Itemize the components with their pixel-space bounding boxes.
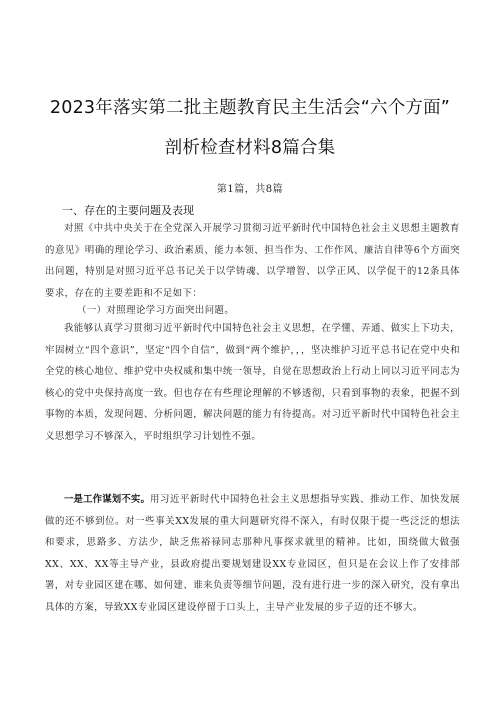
section-heading: 一、存在的主要问题及表现 — [62, 204, 194, 217]
document-title-line-2: 剖析检查材料8篇合集 — [164, 138, 336, 158]
paragraph-1 — [45, 218, 460, 304]
document-title-line-1: 2023年落实第二批主题教育民主生活会“六个方面” — [49, 98, 451, 118]
paragraph-3 — [45, 489, 460, 619]
paragraph-2 — [45, 318, 460, 448]
paragraph-1-text: 对照《中共中央关于在全党深入开展学习贯彻习近平新时代中国特色社会主义思想主题教育的意见》明确的理论学习、政治素质、能力本领、担当作为、工作作风、廉洁自律等6个方面突出问题，特别是对照习近平总书记关于以学铸魂、以学增智、以学正风、以学促干的12条具体要求，存在的主要差距和不足如下： — [45, 223, 460, 299]
paragraph-3-body: 用习近平新时代中国特色社会主义思想指导实践、推动工作、加快发展做的还不够到位。对一些事关XX发展的重大问题研究得不深入，有时仅限于提一些泛泛的想法和要求，思路多、方法少，缺乏焦裕禄同志那种凡事探求就里的精神。比如，围绕做大做强XX、XX、XX等主导产业，县政府提出要规划建设XX专业园区，但只是在会议上作了安排部署，对专业园区建在哪、如何建、谁来负责等细节问题，没有进行进一步的深入研究，没有拿出具体的方案，导致XX专业园区建设停留于口头上，主导产业发展的步子迈的还不够大。 — [45, 494, 460, 613]
paragraph-2-text: 我能够认真学习贯彻习近平新时代中国特色社会主义思想，在学懂、弄通、做实上下功夫，牢固树立“四个意识”，坚定“四个自信”，做到“两个维护，，，坚决维护习近平总书记在党中央和全党的核心地位、维护党中央权威和集中统一领导，自觉在思想政治上行动上同以习近平同志为核心的党中央保持高度一致。但也存在有些理论理解的不够透彻，只看到事物的表象，把握不到事物的本质，发现问题、分析问题，解决问题的能力有待提高。对习近平新时代中国特色社会主义思想学习不够深入，平时组织学习计划性不强。 — [45, 323, 460, 442]
paragraph-3-lead: 一是工作谋划不实。 — [64, 494, 150, 505]
subheading-theory-study: （一）对照理论学习方面突出问题。 — [77, 305, 235, 316]
page-indicator: 第1篇，共8篇 — [216, 184, 284, 195]
paragraph-3-text — [45, 489, 460, 619]
